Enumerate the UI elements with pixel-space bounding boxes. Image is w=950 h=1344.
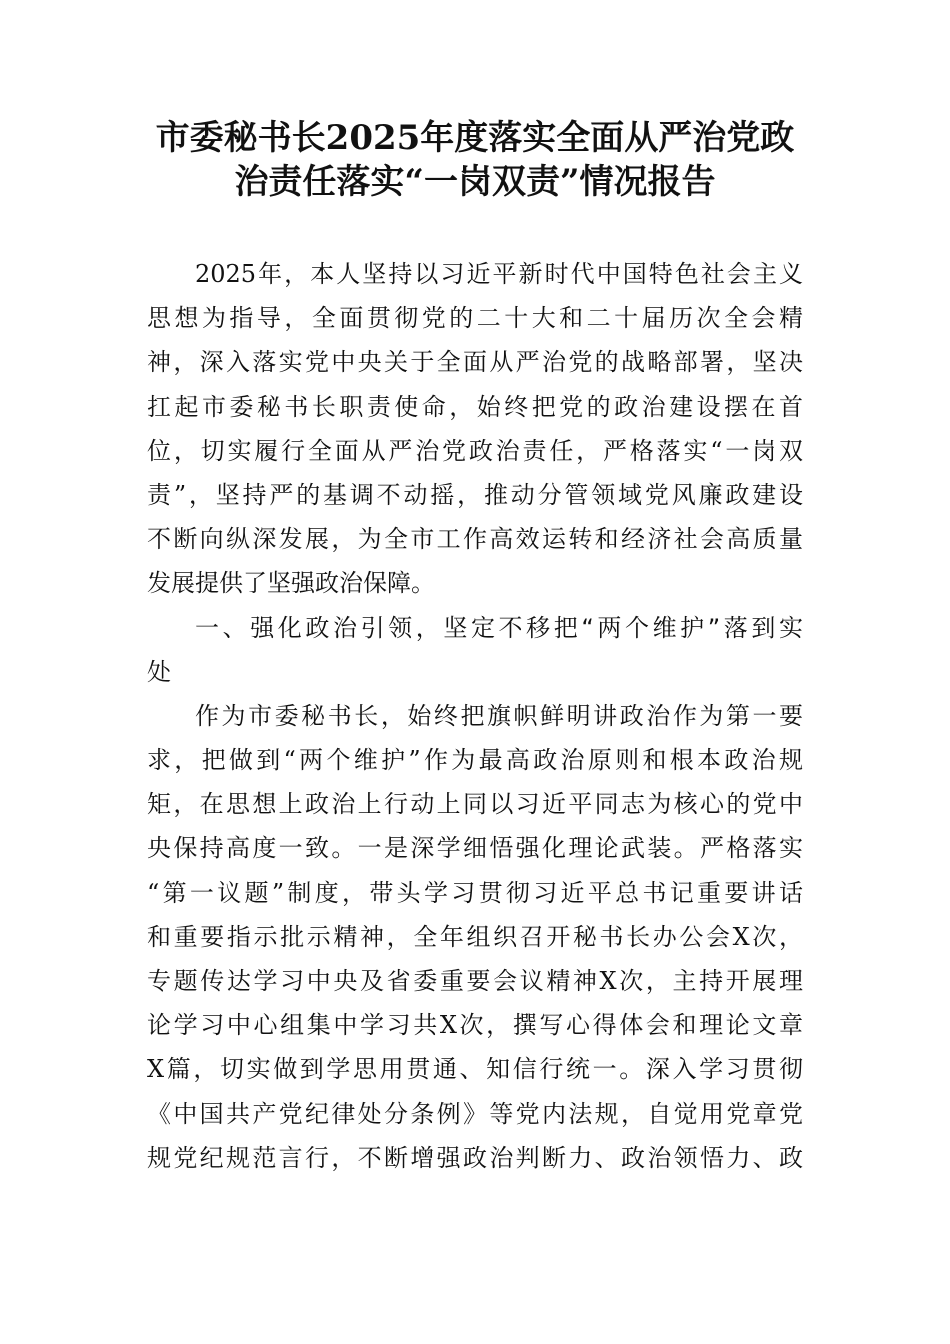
text-line: 神，深入落实党中央关于全面从严治党的战略部署，坚决 [147,348,803,377]
text-line: 思想为指导，全面贯彻党的二十大和二十届历次全会精 [147,304,803,333]
text-line: 专题传达学习中央及省委重要会议精神X次，主持开展理 [147,967,803,995]
title-line: 市委秘书长2025年度落实全面从严治党政 [155,118,795,158]
document-body [147,252,803,1180]
paragraph-2 [147,694,803,1180]
text-line: 矩，在思想上政治上行动上同以习近平同志为核心的党中 [147,790,803,819]
text-line: 发展提供了坚强政治保障。 [147,569,435,598]
text-line: X篇，切实做到学思用贯通、知信行统一。深入学习贯彻 [147,1055,803,1084]
document-title [140,116,810,204]
heading-line: 一、强化政治引领，坚定不移把“两个维护”落到实 [195,613,803,642]
text-line: 和重要指示批示精神，全年组织召开秘书长办公会X次， [147,922,803,951]
text-line: 求，把做到“两个维护”作为最高政治原则和根本政治规 [147,746,803,775]
text-line: “第一议题”制度，带头学习贯彻习近平总书记重要讲话 [147,878,803,907]
title-line: 治责任落实“一岗双责”情况报告 [234,162,716,202]
text-line: 责”，坚持严的基调不动摇，推动分管领域党风廉政建设 [147,480,803,509]
text-line: 扛起市委秘书长职责使命，始终把党的政治建设摆在首 [147,392,803,421]
text-line: 2025年，本人坚持以习近平新时代中国特色社会主义 [195,260,803,288]
section-heading-1 [147,606,803,694]
text-line: 作为市委秘书长，始终把旗帜鲜明讲政治作为第一要 [195,701,803,730]
text-line: 央保持高度一致。一是深学细悟强化理论武装。严格落实 [147,834,803,863]
heading-line: 处 [147,657,171,686]
paragraph-1 [147,252,803,606]
text-line: 规党纪规范言行，不断增强政治判断力、政治领悟力、政 [147,1143,803,1172]
text-line: 论学习中心组集中学习共X次，撰写心得体会和理论文章 [147,1011,803,1040]
text-line: 《中国共产党纪律处分条例》等党内法规，自觉用党章党 [147,1099,803,1128]
text-line: 位，切实履行全面从严治党政治责任，严格落实“一岗双 [147,436,803,465]
text-line: 不断向纵深发展，为全市工作高效运转和经济社会高质量 [147,525,803,554]
